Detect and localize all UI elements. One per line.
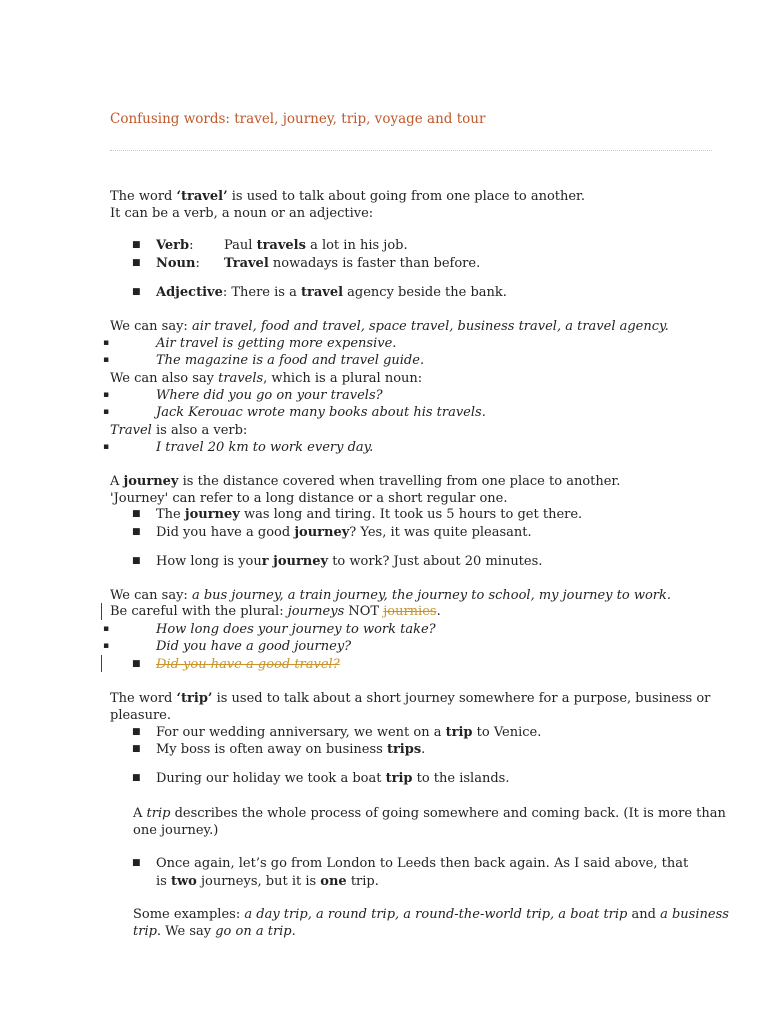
bullet-icon: ▪ (103, 338, 110, 348)
journey-intro: A journey is the distance covered when travelling from one place to another. (110, 474, 621, 489)
bullet-icon: ■ (132, 659, 141, 669)
bullet-icon: ■ (132, 556, 141, 566)
bullet-icon: ■ (132, 509, 141, 519)
bullet-icon: ▪ (103, 390, 110, 400)
bullet-icon: ■ (132, 744, 141, 754)
travel-example-3: Where did you go on your travels? (156, 388, 383, 403)
bullet-icon: ▪ (103, 442, 110, 452)
journey-bullet-3: How long is your journey to work? Just about 20 minutes. (156, 554, 543, 569)
travel-verb-example: Paul travels a lot in his job. (224, 238, 408, 253)
journey-intro-2: 'Journey' can refer to a long distance or a short regular one. (110, 491, 508, 506)
bullet-icon: ■ (132, 258, 141, 268)
journey-we-can-say: We can say: a bus journey, a train journey, the journey to school, my journey to work. (110, 588, 671, 603)
bullet-icon: ■ (132, 858, 141, 868)
bullet-icon: ▪ (103, 641, 110, 651)
trip-examples: Some examples: a day trip, a round trip, a round-the-world trip, a boat trip and a business (133, 907, 729, 922)
change-bar (101, 603, 102, 620)
trip-bullet-4-line2: is two journeys, but it is one trip. (156, 874, 379, 889)
trip-description-2: one journey.) (133, 823, 219, 838)
travel-we-can-say: We can say: air travel, food and travel, space travel, business travel, a travel agency. (110, 319, 669, 334)
change-bar (101, 655, 102, 672)
travel-noun-example: Travel nowadays is faster than before. (224, 256, 481, 271)
bullet-icon: ■ (132, 727, 141, 737)
travel-example-1: Air travel is getting more expensive. (156, 336, 397, 351)
page-title: Confusing words: travel, journey, trip, voyage and tour (110, 111, 486, 127)
bullet-icon: ■ (132, 527, 141, 537)
travel-also-say: We can also say travels, which is a plural noun: (110, 371, 423, 386)
bullet-icon: ■ (132, 240, 141, 250)
journey-example-1: How long does your journey to work take? (156, 622, 436, 637)
trip-intro-2: pleasure. (110, 708, 172, 723)
travel-verb-note: Travel is also a verb: (110, 423, 248, 438)
bullet-icon: ■ (132, 287, 141, 297)
trip-bullet-4: Once again, let’s go from London to Leeds then back again. As I said above, that (156, 856, 689, 871)
travel-intro-2: It can be a verb, a noun or an adjective: (110, 206, 374, 221)
journey-bullet-2: Did you have a good journey? Yes, it was quite pleasant. (156, 525, 532, 540)
travel-verb-line: Verb: (156, 238, 194, 253)
trip-examples-2: trip. We say go on a trip. (133, 924, 296, 939)
travel-example-4: Jack Kerouac wrote many books about his travels. (156, 405, 486, 420)
journey-example-3-deleted: Did you have a good travel? (156, 657, 340, 672)
travel-example-5: I travel 20 km to work every day. (156, 440, 374, 455)
trip-bullet-2: My boss is often away on business trips. (156, 742, 426, 757)
journey-bullet-1: The journey was long and tiring. It took us 5 hours to get there. (156, 507, 583, 522)
bullet-icon: ▪ (103, 355, 110, 365)
journey-example-2: Did you have a good journey? (156, 639, 352, 654)
dotted-divider (110, 150, 712, 151)
bullet-icon: ▪ (103, 407, 110, 417)
bullet-icon: ▪ (103, 624, 110, 634)
trip-bullet-3: During our holiday we took a boat trip to the islands. (156, 771, 510, 786)
travel-adjective-line: Adjective: There is a travel agency beside the bank. (156, 285, 507, 300)
trip-intro: The word ‘trip’ is used to talk about a short journey somewhere for a purpose, business or (110, 691, 711, 706)
travel-example-2: The magazine is a food and travel guide. (156, 353, 425, 368)
bullet-icon: ■ (132, 773, 141, 783)
travel-intro: The word ‘travel’ is used to talk about going from one place to another. (110, 189, 585, 204)
trip-description: A trip describes the whole process of going somewhere and coming back. (It is more than (133, 806, 726, 821)
travel-noun-line: Noun: (156, 256, 200, 271)
trip-bullet-1: For our wedding anniversary, we went on a trip to Venice. (156, 725, 542, 740)
journey-plural-note: Be careful with the plural: journeys NOT journies. (110, 604, 441, 619)
